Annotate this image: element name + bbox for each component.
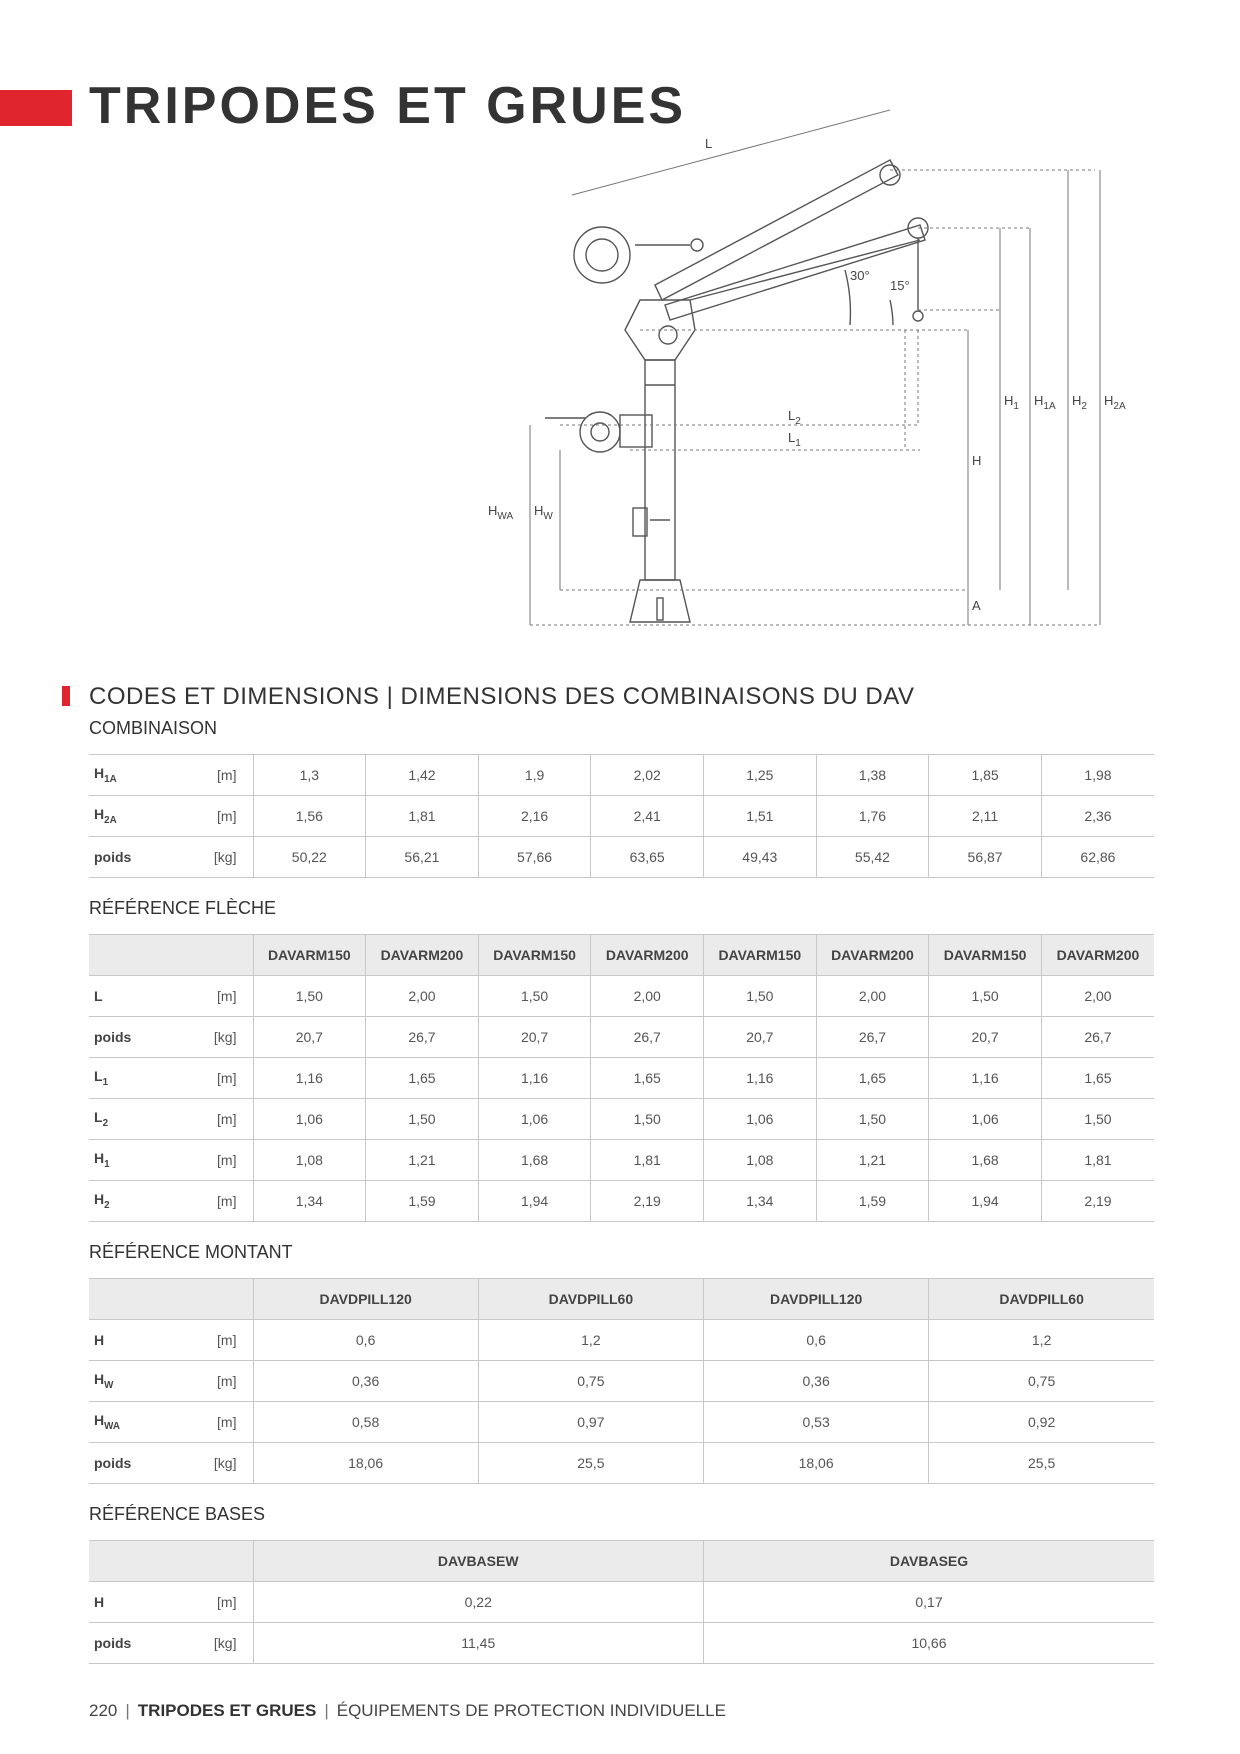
table-cell: 55,42 xyxy=(816,837,929,878)
row-unit: [m] xyxy=(217,767,237,783)
header-corner-cell xyxy=(89,1279,253,1320)
fleche-table xyxy=(89,934,1154,1222)
table-cell: 0,6 xyxy=(704,1320,929,1361)
davit-crane-diagram xyxy=(480,100,1160,645)
table-row xyxy=(89,1361,1154,1402)
row-label xyxy=(89,1099,253,1140)
column-header: DAVARM150 xyxy=(704,935,817,976)
label-A: A xyxy=(972,598,981,613)
table-cell: 1,38 xyxy=(816,755,929,796)
table-cell: 49,43 xyxy=(704,837,817,878)
title-accent-bar xyxy=(0,90,72,126)
table-cell: 2,00 xyxy=(1041,976,1154,1017)
table-header-row xyxy=(89,1279,1154,1320)
row-label-text: H xyxy=(94,1371,105,1388)
row-label-text: L xyxy=(94,1109,103,1126)
table-cell: 20,7 xyxy=(253,1017,366,1058)
table-cell: 1,08 xyxy=(253,1140,366,1181)
table-cell: 1,94 xyxy=(929,1181,1042,1222)
header-corner-cell xyxy=(89,935,253,976)
row-label-text: L xyxy=(94,1068,103,1085)
table-row xyxy=(89,976,1154,1017)
section-title: CODES ET DIMENSIONS | DIMENSIONS DES COMBINAISONS DU DAV xyxy=(89,683,915,710)
table-cell: 2,36 xyxy=(1041,796,1154,837)
table-row xyxy=(89,1099,1154,1140)
row-label xyxy=(89,1623,253,1664)
table-header-row xyxy=(89,935,1154,976)
combinaison-heading: COMBINAISON xyxy=(89,718,218,738)
column-header: DAVARM200 xyxy=(591,935,704,976)
label-L1: $L_1$ xyxy=(788,430,801,449)
table-cell: 1,06 xyxy=(253,1099,366,1140)
label-H2A: $H_{2A}$ xyxy=(1104,393,1126,412)
row-unit: [m] xyxy=(217,988,237,1004)
label-H: H xyxy=(972,453,982,468)
column-header: DAVARM200 xyxy=(1041,935,1154,976)
column-header: DAVDPILL120 xyxy=(253,1279,478,1320)
table-cell: 1,34 xyxy=(704,1181,817,1222)
montant-heading: RÉFÉRENCE MONTANT xyxy=(89,1242,293,1262)
montant-table xyxy=(89,1278,1154,1484)
section-accent-mark xyxy=(62,686,70,706)
footer-category: ÉQUIPEMENTS DE PROTECTION INDIVIDUELLE xyxy=(336,1701,726,1720)
table-cell: 56,21 xyxy=(366,837,479,878)
row-label-text: H xyxy=(94,1332,105,1348)
table-cell: 50,22 xyxy=(253,837,366,878)
table-cell: 1,56 xyxy=(253,796,366,837)
combinaison-table xyxy=(89,754,1154,878)
column-header: DAVARM150 xyxy=(253,935,366,976)
row-label-text: poids xyxy=(94,849,132,865)
table-cell: 25,5 xyxy=(929,1443,1154,1484)
table-cell: 57,66 xyxy=(478,837,591,878)
table-cell: 2,02 xyxy=(591,755,704,796)
row-label-subscript: 1A xyxy=(104,773,117,785)
row-unit: [m] xyxy=(217,1193,237,1209)
table-cell: 62,86 xyxy=(1041,837,1154,878)
row-label xyxy=(89,1443,253,1484)
table-cell: 1,21 xyxy=(366,1140,479,1181)
row-label-subscript: 2 xyxy=(102,1117,109,1129)
table-cell: 1,3 xyxy=(253,755,366,796)
combinaison-body xyxy=(89,755,1154,878)
table-cell: 0,6 xyxy=(253,1320,478,1361)
table-row xyxy=(89,1320,1154,1361)
page-title: TRIPODES ET GRUES xyxy=(89,77,687,135)
row-label-subscript: WA xyxy=(104,1420,120,1432)
montant-body xyxy=(89,1279,1154,1484)
table-cell: 1,50 xyxy=(929,976,1042,1017)
row-unit: [m] xyxy=(217,1594,237,1610)
table-cell: 1,50 xyxy=(253,976,366,1017)
row-label-subscript: 2 xyxy=(104,1199,110,1211)
row-unit: [m] xyxy=(217,1332,237,1348)
table-cell: 26,7 xyxy=(1041,1017,1154,1058)
table-cell: 1,65 xyxy=(1041,1058,1154,1099)
table-cell: 1,81 xyxy=(591,1140,704,1181)
table-cell: 1,16 xyxy=(478,1058,591,1099)
table-cell: 1,50 xyxy=(1041,1099,1154,1140)
table-row xyxy=(89,1623,1154,1664)
column-header: DAVARM200 xyxy=(816,935,929,976)
table-cell: 0,97 xyxy=(478,1402,703,1443)
row-unit: [m] xyxy=(217,1414,237,1430)
column-header: DAVBASEW xyxy=(253,1541,704,1582)
table-cell: 0,17 xyxy=(704,1582,1155,1623)
row-label-subscript: 2A xyxy=(104,814,117,826)
label-angle-30: 30° xyxy=(850,268,870,283)
table-cell: 25,5 xyxy=(478,1443,703,1484)
footer-section: TRIPODES ET GRUES xyxy=(137,1701,317,1720)
table-cell: 1,68 xyxy=(478,1140,591,1181)
label-L: L xyxy=(705,136,713,151)
row-unit: [m] xyxy=(217,1111,237,1127)
row-label-text: poids xyxy=(94,1029,132,1045)
table-header-row xyxy=(89,1541,1154,1582)
table-cell: 1,2 xyxy=(478,1320,703,1361)
table-cell: 1,50 xyxy=(816,1099,929,1140)
row-unit: [m] xyxy=(217,1373,237,1389)
column-header: DAVARM200 xyxy=(366,935,479,976)
column-header: DAVDPILL120 xyxy=(704,1279,929,1320)
bases-heading: RÉFÉRENCE BASES xyxy=(89,1504,266,1524)
table-cell: 1,16 xyxy=(704,1058,817,1099)
row-label-text: H xyxy=(94,1191,105,1208)
table-cell: 1,50 xyxy=(704,976,817,1017)
column-header: DAVDPILL60 xyxy=(929,1279,1154,1320)
table-cell: 0,58 xyxy=(253,1402,478,1443)
table-row xyxy=(89,1058,1154,1099)
row-label-text: H xyxy=(94,1150,105,1167)
table-cell: 26,7 xyxy=(366,1017,479,1058)
row-label xyxy=(89,976,253,1017)
row-unit: [kg] xyxy=(213,1455,237,1471)
row-unit: [m] xyxy=(217,808,237,824)
column-header: DAVBASEG xyxy=(704,1541,1155,1582)
row-label-text: poids xyxy=(94,1635,132,1651)
row-label-text: H xyxy=(94,1594,105,1610)
row-unit: [kg] xyxy=(213,1029,237,1045)
bases-body xyxy=(89,1541,1154,1664)
table-row xyxy=(89,837,1154,878)
table-cell: 2,00 xyxy=(816,976,929,1017)
table-cell: 1,34 xyxy=(253,1181,366,1222)
row-label xyxy=(89,1140,253,1181)
table-cell: 1,59 xyxy=(366,1181,479,1222)
table-cell: 2,16 xyxy=(478,796,591,837)
row-unit: [kg] xyxy=(213,849,237,865)
table-cell: 1,65 xyxy=(591,1058,704,1099)
label-HW: $H_W$ xyxy=(534,503,553,522)
table-cell: 18,06 xyxy=(253,1443,478,1484)
label-angle-15: 15° xyxy=(890,278,910,293)
page-number: 220 xyxy=(89,1701,118,1720)
table-row xyxy=(89,1181,1154,1222)
table-cell: 1,85 xyxy=(929,755,1042,796)
table-cell: 1,50 xyxy=(591,1099,704,1140)
column-header: DAVDPILL60 xyxy=(478,1279,703,1320)
row-label xyxy=(89,1582,253,1623)
table-cell: 10,66 xyxy=(704,1623,1155,1664)
header-corner-cell xyxy=(89,1541,253,1582)
table-cell: 1,16 xyxy=(253,1058,366,1099)
bases-table xyxy=(89,1540,1154,1664)
table-cell: 2,00 xyxy=(591,976,704,1017)
label-H2: $H_2$ xyxy=(1072,393,1087,412)
table-cell: 1,68 xyxy=(929,1140,1042,1181)
row-unit: [kg] xyxy=(213,1635,237,1651)
table-cell: 1,65 xyxy=(816,1058,929,1099)
table-cell: 1,50 xyxy=(366,1099,479,1140)
fleche-heading: RÉFÉRENCE FLÈCHE xyxy=(89,898,277,918)
table-row xyxy=(89,1402,1154,1443)
table-cell: 1,65 xyxy=(366,1058,479,1099)
table-cell: 1,2 xyxy=(929,1320,1154,1361)
row-label xyxy=(89,1058,253,1099)
table-row xyxy=(89,1443,1154,1484)
table-row xyxy=(89,1582,1154,1623)
table-cell: 2,41 xyxy=(591,796,704,837)
table-cell: 1,81 xyxy=(1041,1140,1154,1181)
table-cell: 1,59 xyxy=(816,1181,929,1222)
column-header: DAVARM150 xyxy=(929,935,1042,976)
table-cell: 0,36 xyxy=(704,1361,929,1402)
row-label-text: poids xyxy=(94,1455,132,1471)
fleche-body xyxy=(89,935,1154,1222)
row-label xyxy=(89,1361,253,1402)
table-cell: 1,9 xyxy=(478,755,591,796)
table-cell: 1,06 xyxy=(704,1099,817,1140)
table-cell: 26,7 xyxy=(816,1017,929,1058)
table-cell: 1,06 xyxy=(929,1099,1042,1140)
row-label-text: L xyxy=(94,988,103,1004)
row-label xyxy=(89,1320,253,1361)
row-unit: [m] xyxy=(217,1152,237,1168)
table-row xyxy=(89,1140,1154,1181)
table-cell: 56,87 xyxy=(929,837,1042,878)
row-label-text: H xyxy=(94,1412,105,1429)
row-label-subscript: 1 xyxy=(104,1158,110,1170)
page-footer: 220 | TRIPODES ET GRUES | ÉQUIPEMENTS DE PROTECTION INDIVIDUELLE xyxy=(89,1701,726,1720)
table-cell: 1,76 xyxy=(816,796,929,837)
table-cell: 20,7 xyxy=(704,1017,817,1058)
table-cell: 0,36 xyxy=(253,1361,478,1402)
row-label xyxy=(89,755,253,796)
table-cell: 1,16 xyxy=(929,1058,1042,1099)
label-HWA: $H_{WA}$ xyxy=(488,503,514,522)
table-cell: 20,7 xyxy=(929,1017,1042,1058)
table-cell: 0,92 xyxy=(929,1402,1154,1443)
table-cell: 1,42 xyxy=(366,755,479,796)
row-label xyxy=(89,1181,253,1222)
table-cell: 1,08 xyxy=(704,1140,817,1181)
table-row xyxy=(89,1017,1154,1058)
table-cell: 20,7 xyxy=(478,1017,591,1058)
row-label xyxy=(89,1017,253,1058)
table-cell: 0,75 xyxy=(478,1361,703,1402)
label-L2: $L_2$ xyxy=(788,408,801,427)
table-cell: 11,45 xyxy=(253,1623,704,1664)
table-cell: 2,19 xyxy=(1041,1181,1154,1222)
table-cell: 0,53 xyxy=(704,1402,929,1443)
table-cell: 1,94 xyxy=(478,1181,591,1222)
table-cell: 1,51 xyxy=(704,796,817,837)
table-cell: 18,06 xyxy=(704,1443,929,1484)
row-label-text: H xyxy=(94,806,105,823)
table-cell: 26,7 xyxy=(591,1017,704,1058)
table-cell: 0,75 xyxy=(929,1361,1154,1402)
table-cell: 1,06 xyxy=(478,1099,591,1140)
table-cell: 1,81 xyxy=(366,796,479,837)
row-unit: [m] xyxy=(217,1070,237,1086)
row-label-text: H xyxy=(94,765,105,782)
table-cell: 0,22 xyxy=(253,1582,704,1623)
label-H1: $H_1$ xyxy=(1004,393,1019,412)
table-cell: 2,11 xyxy=(929,796,1042,837)
row-label xyxy=(89,1402,253,1443)
column-header: DAVARM150 xyxy=(478,935,591,976)
table-cell: 2,00 xyxy=(366,976,479,1017)
row-label xyxy=(89,796,253,837)
label-H1A: $H_{1A}$ xyxy=(1034,393,1056,412)
table-row xyxy=(89,796,1154,837)
table-cell: 1,21 xyxy=(816,1140,929,1181)
table-cell: 63,65 xyxy=(591,837,704,878)
table-cell: 1,25 xyxy=(704,755,817,796)
row-label xyxy=(89,837,253,878)
row-label-subscript: W xyxy=(104,1379,114,1391)
table-row xyxy=(89,755,1154,796)
table-cell: 1,50 xyxy=(478,976,591,1017)
table-cell: 2,19 xyxy=(591,1181,704,1222)
row-label-subscript: 1 xyxy=(102,1076,109,1088)
table-cell: 1,98 xyxy=(1041,755,1154,796)
